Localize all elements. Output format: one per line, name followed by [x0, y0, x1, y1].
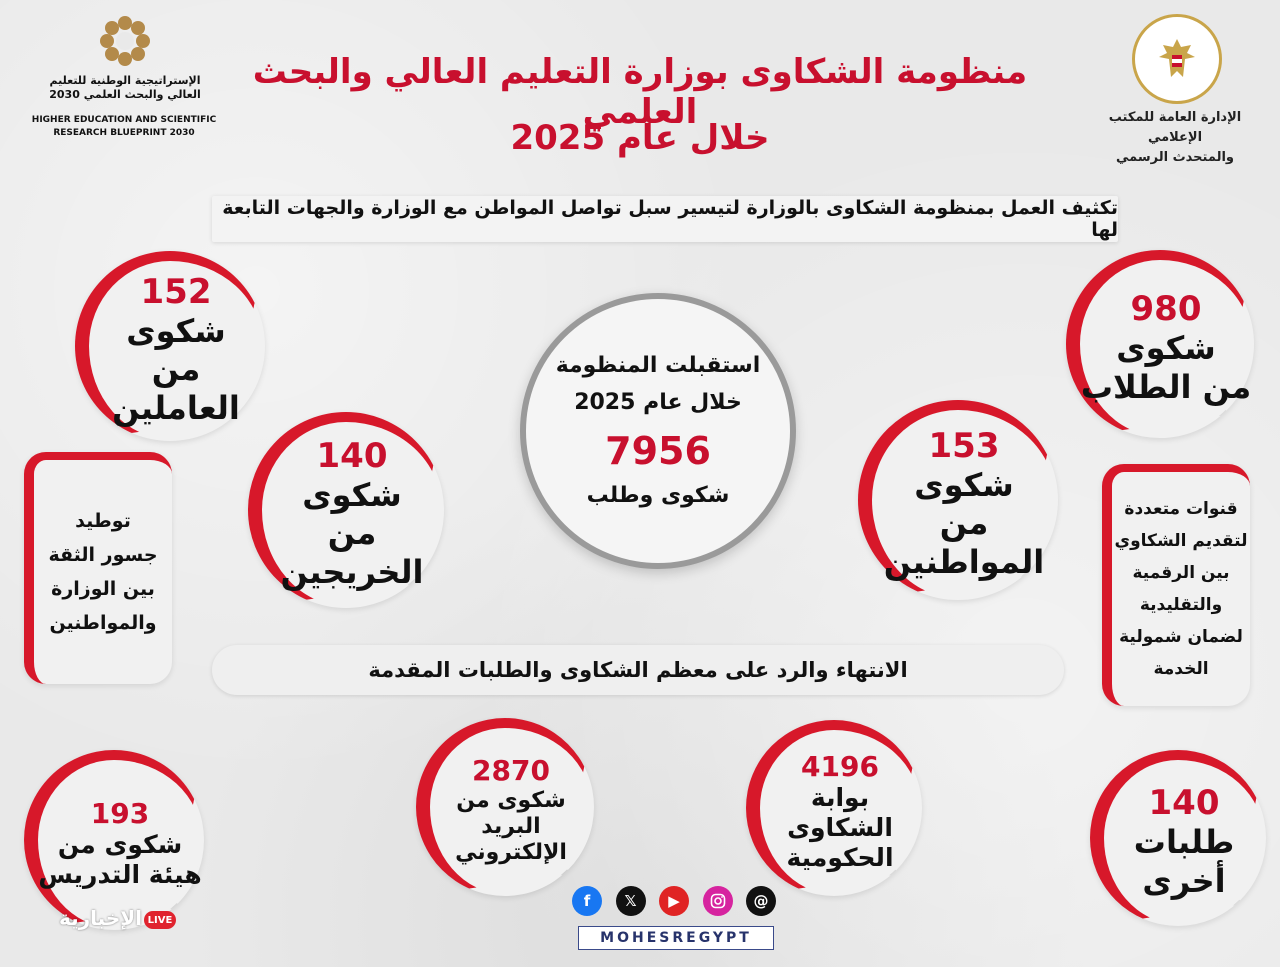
stat-citizens-line2: من المواطنين [883, 504, 1045, 581]
trust-card-line: والمواطنين [49, 612, 157, 634]
strategy-logo-english-text: HIGHER EDUCATION AND SCIENTIFIC RESEARCH BLUEPRINT 2030 [31, 115, 217, 138]
stat-email-line2: البريد الإلكتروني [455, 813, 567, 866]
total-summary-line3: شكوى وطلب [586, 483, 730, 508]
total-summary-line1: استقبلت المنظومة [555, 353, 761, 378]
stat-other-value: 140 [1148, 783, 1220, 824]
stat-faculty-line2: هيئة التدريس [38, 860, 202, 890]
stat-faculty [24, 750, 204, 930]
stat-students [1066, 250, 1254, 438]
ministry-eagle-seal-icon [1132, 14, 1222, 104]
trust-card-line: بين الوزارة [51, 578, 155, 600]
trust-card-line: جسور الثقة [48, 544, 158, 566]
threads-icon[interactable]: @ [746, 886, 776, 916]
stat-workers [75, 251, 265, 441]
channels-card-line: لتقديم الشكاوي [1114, 531, 1248, 551]
page-title: منظومة الشكاوى بوزارة التعليم العالي والبحث العلمي [252, 52, 1028, 132]
stat-faculty-line1: شكوى من [57, 830, 183, 860]
intro-banner: تكثيف العمل بمنظومة الشكاوى بالوزارة لتيسير سبل تواصل المواطن مع الوزارة والجهات التابعة لها [212, 196, 1118, 242]
stat-email [416, 718, 594, 896]
channels-card-line: قنوات متعددة [1124, 499, 1238, 519]
stat-workers-line2: من العاملين [112, 350, 240, 427]
stat-students-value: 980 [1130, 289, 1202, 330]
media-office-caption-line2: والمتحدث الرسمي [1116, 150, 1234, 165]
stat-graduates-line1: شكوى [302, 475, 402, 514]
media-office-caption [1090, 108, 1260, 168]
live-badge: LIVE [144, 911, 176, 929]
trust-bridges-card [24, 452, 172, 684]
stat-portal [746, 720, 922, 896]
strategy-flower-logo-icon [98, 14, 152, 68]
stat-faculty-value: 193 [90, 796, 150, 830]
x-icon[interactable]: 𝕏 [616, 886, 646, 916]
stat-email-value: 2870 [472, 754, 550, 788]
social-handle: MOHESREGYPT [578, 926, 774, 950]
stat-graduates-value: 140 [316, 435, 388, 476]
channels-card-line: بين الرقمية [1132, 563, 1230, 583]
stat-students-line1: شكوى [1116, 329, 1216, 368]
trust-card-line: توطيد [75, 510, 131, 532]
channels-card-line: لضمان شمولية [1119, 627, 1243, 647]
stat-citizens [858, 400, 1058, 600]
stat-other-line1: طلبات أخرى [1133, 823, 1235, 900]
strategy-logo-arabic-text: الإستراتيجية الوطنية للتعليم العالي والبحث العلمي 2030 [49, 74, 201, 101]
total-summary-line2: خلال عام 2025 [574, 390, 742, 415]
stat-portal-line1: بوابة الشكاوى [787, 783, 893, 843]
resolution-banner: الانتهاء والرد على معظم الشكاوى والطلبات المقدمة [212, 645, 1064, 695]
stat-citizens-line1: شكوى [914, 465, 1014, 504]
stat-email-line1: شكوى من [456, 787, 566, 813]
total-summary-value: 7956 [605, 429, 711, 473]
stat-graduates [248, 412, 444, 608]
channels-card-line: الخدمة [1153, 659, 1209, 679]
stat-portal-value: 4196 [801, 749, 879, 783]
facebook-icon[interactable]: f [572, 886, 602, 916]
stat-workers-line1: شكوى [126, 311, 226, 350]
stat-portal-line2: الحكومية [786, 843, 894, 873]
youtube-icon[interactable]: ▶ [659, 886, 689, 916]
total-summary-circle [520, 293, 796, 569]
media-office-caption-line1: الإدارة العامة للمكتب الإعلامي [1108, 110, 1242, 145]
instagram-icon[interactable] [703, 886, 733, 916]
stat-students-line2: من الطلاب [1080, 367, 1252, 406]
social-icons-row [572, 886, 776, 922]
page-subtitle: خلال عام 2025 [510, 118, 770, 158]
channels-card-line: والتقليدية [1139, 595, 1223, 615]
stat-workers-value: 152 [140, 271, 212, 312]
multiple-channels-card [1102, 464, 1250, 706]
channel-watermark: الإخبارية [59, 906, 142, 930]
stat-other-requests [1090, 750, 1266, 926]
stat-graduates-line2: من الخريجين [280, 514, 424, 591]
stat-citizens-value: 153 [928, 425, 1000, 466]
